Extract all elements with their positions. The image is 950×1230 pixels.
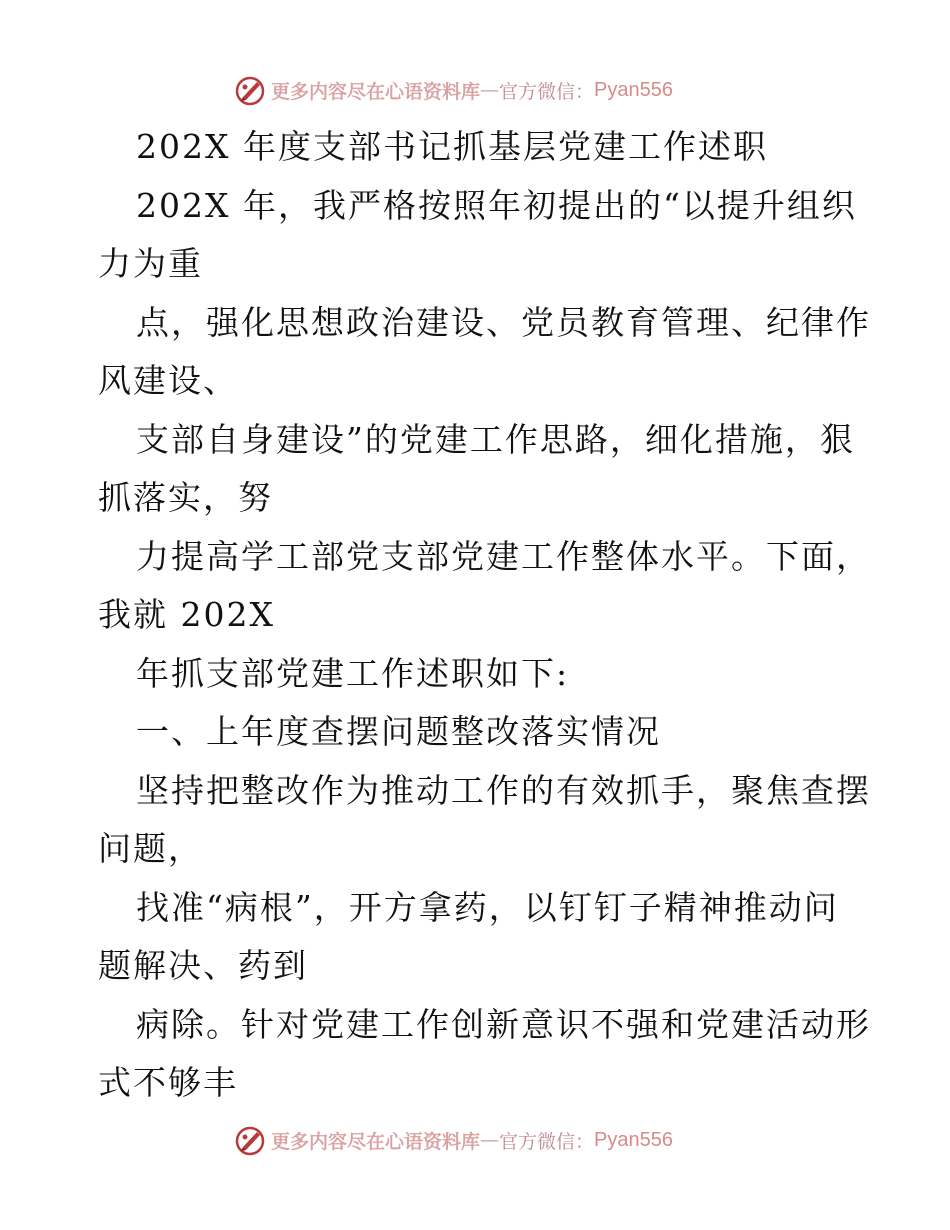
footer-watermark (233, 1122, 673, 1158)
pen-logo-icon (233, 1123, 267, 1157)
watermark-separator: — (480, 1129, 500, 1151)
text-line: 找准“病根”，开方拿药，以钉钉子精神推动问 (136, 887, 839, 927)
watermark-text: 更多内容尽在心语资料库 (271, 80, 481, 103)
text-line: 点，强化思想政治建设、党员教育管理、纪律作 (136, 302, 871, 342)
text-line: 年抓支部党建工作述职如下: (136, 653, 570, 693)
text-line: 202X 年，我严格按照年初提出的“以提升组织 (136, 185, 857, 225)
watermark-wechat-id: Pyan556 (594, 78, 673, 101)
header-watermark (233, 72, 673, 108)
text-line: 力为重 (98, 244, 203, 283)
text-line: 力提高学工部党支部党建工作整体水平。下面， (136, 536, 871, 576)
text-line: 风建设、 (98, 361, 238, 400)
document-body (98, 118, 871, 1113)
watermark-separator: — (480, 79, 500, 101)
pen-logo-icon (233, 73, 267, 107)
text-line: 坚持把整改作为推动工作的有效抓手，聚焦查摆 (136, 770, 871, 810)
text-line: 病除。针对党建工作创新意识不强和党建活动形 (136, 1004, 871, 1044)
watermark-wechat-label: 官方微信： (499, 80, 595, 103)
watermark-text: 更多内容尽在心语资料库 (271, 1130, 481, 1153)
text-line: 一、上年度查摆问题整改落实情况 (136, 712, 661, 751)
text-line: 题解决、药到 (98, 946, 308, 985)
watermark-wechat-id: Pyan556 (594, 1128, 673, 1151)
text-line: 抓落实，努 (98, 478, 273, 517)
document-title: 202X 年度支部书记抓基层党建工作述职 (136, 127, 768, 166)
text-line: 问题， (98, 829, 203, 868)
text-line: 支部自身建设”的党建工作思路，细化措施，狠 (136, 419, 855, 459)
watermark-wechat-label: 官方微信： (499, 1130, 595, 1153)
text-line: 式不够丰 (98, 1063, 238, 1102)
text-line: 我就 202X (98, 595, 275, 634)
